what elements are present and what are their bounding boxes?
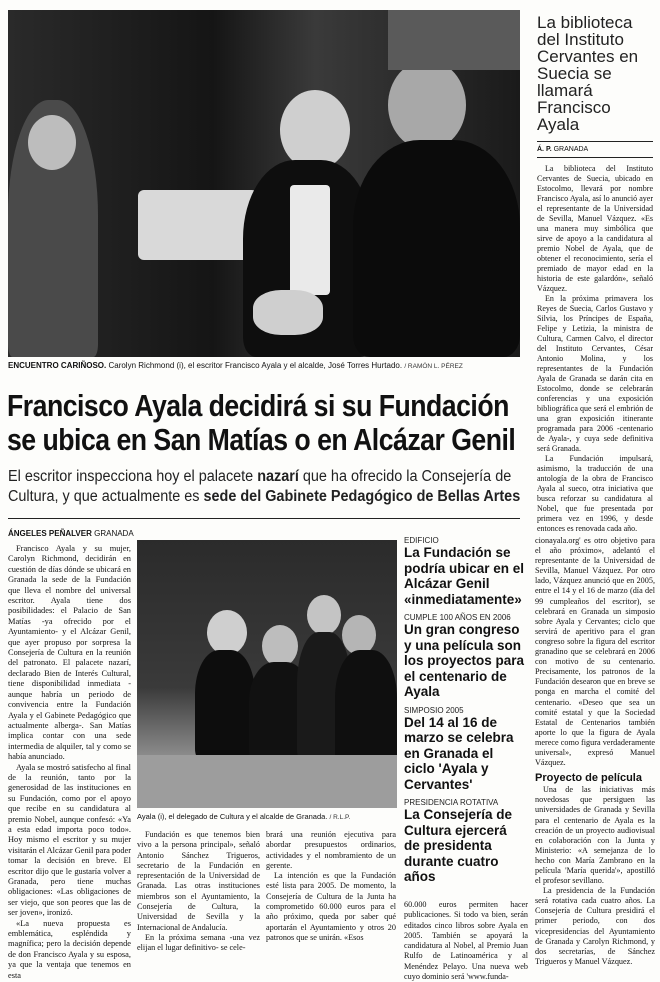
caption-label: ENCUENTRO CARIÑOSO. (8, 361, 107, 370)
article-col-2: Fundación es que tenemos bien vivo a la persona principal», señaló Antonio Sánchez Trigueros, secretario de la Fundación en representación de la Universidad de Granada. Las otras instituciones miembros son el Ayuntamiento, la Consejería de Cultura, la Universidad de Sevilla y la Internacional de Andalucía. En la próxima semana -una vez elijan el lugar definitivo- se cele- (137, 830, 260, 953)
article-col-3: brará una reunión ejecutiva para abordar presupuestos ordinarios, actividades y el nombramiento de un gerente. La intención es que la Fundación esté lista para 2005. De momento, la Consejería de Cultura de la Junta ha comprometido 60.000 euros para el año próximo, queda por saber qué aportarán el Ayuntamiento y otros 20 patronos que se unirán. «Esos (266, 830, 396, 942)
main-subhead: El escritor inspecciona hoy el palacete nazarí que ha ofrecido la Consejería de Cultura, y que actualmente es sede del Gabinete Pedagógico de Bellas Artes (8, 468, 521, 505)
infobox-item: EDIFICIO La Fundación se podría ubicar en el Alcázar Genil «inmediatamente» (404, 536, 525, 607)
article-col-5: cionayala.org' es otro objetivo para el año próximo», adelantó el representante de la Universidad de Sevilla, Manuel Vázquez. Por otro lado, Vázquez anunció que en 2005, entre el 14 y el 16 de marzo (día del 99 cumpleaños del escritor), se celebrará en Granada un simposio sobre Ayala y Cervantes; ciclo que servirá de aperitivo para el gran congreso sobre la figura del escritor granadino que se celebrará en 2006 con motivo de su centenario. Precisamente, los patronos de la Fundación desearon que en breve se ponga en marcha el comité del centenario. «Deseo que sea un comité estatal y que la Sociedad Estatal de Centenarios también aporte lo que la figura de Ayala merece como figura verdaderamente universal», expresó Manuel Vázquez. Proyecto de película Una de las iniciativas más novedosas que persiguen las universidades de Granada y Sevilla para el centenario de Ayala es la creación de un proyecto audiovisual en colaboración con la Junta y Ministerio: «A semejanza de lo hecho con María Zambrano en la película 'María querida'», apostilló el profesor sevillano. La presidencia de la Fundación será rotativa cada cuatro años. La Consejería de Cultura presidirá el primer periodo, con dos vicepresidencias del Ayuntamiento de Granada y Carolyn Richmond, y dos secretarías, de Sánchez Trigueros y Manuel Vázquez. (535, 536, 655, 966)
main-byline: ÁNGELES PEÑALVER GRANADA (8, 529, 134, 538)
infobox-item: PRESIDENCIA ROTATIVA La Consejería de Cultura ejercerá de presidenta durante cuatro años (404, 798, 513, 884)
photo-credit: / RAMÓN L. PÉREZ (404, 363, 463, 370)
infobox-item: SIMPOSIO 2005 Del 14 al 16 de marzo se celebra en Granada el ciclo 'Ayala y Cervantes' (404, 705, 514, 792)
top-photo-caption (8, 361, 520, 372)
article-col-1: Francisco Ayala y su mujer, Carolyn Richmond, decidirán en cuestión de días dónde se ubicará en Granada la sede de la Fundación que lleva el nombre del universal escritor. Ayala tiene dos posibilidades: el Palacio de San Matías -ya ofrecido por el Ayuntamiento- y el Alcázar Genil, que ayer propuso por sorpresa la Consejería de Cultura en la reunión del patronato. El palacete nazarí, declarado Bien de Interés Cultural, tiene disponibilidad inmediata -aunque habría un periodo de convivencia entre la Fundación Ayala y el Gabinete Pedagógico que actualmente alberga-. San Matías implica contar con una sede intermedia de alquiler, tal y como se había anunciado. Ayala se mostró satisfecho al final de la reunión, tanto por la generosidad de las instituciones en su Fundación, como por el apoyo que recibe en su candidatura al premio Nobel, aunque confesó: «Ya a esta edad importa poco todo». Hoy mismo el escritor y su mujer visitarán el Alcázar Genil para poder tomar la decisión en breve. El escritor dijo que le gustaría volver a Granada, pero tiene muchas obligaciones: «Las obligaciones de ser viejo, que son peores que las de ser joven», ironizó. «La nueva propuesta es emblemática, espléndida y magnífica; pero la decisión depende de don Francisco Ayala y su esposa, ya que la ventaja que tenemos en esta (8, 544, 132, 980)
sidebar-byline: Á. P. GRANADA (537, 146, 589, 153)
mid-photo (137, 540, 397, 808)
infobox (404, 536, 526, 885)
main-headline: Francisco Ayala decidirá si su Fundación se ubica en San Matías o en Alcázar Genil (7, 388, 516, 457)
sidebar-title: La biblioteca del Instituto Cervantes en Suecia se llamará Francisco Ayala (537, 13, 639, 134)
mid-photo-credit: / R.L.P. (329, 814, 351, 821)
sidebar-article (537, 14, 653, 534)
mid-caption-text: Ayala (i), el delegado de Cultura y el alcalde de Granada. (137, 812, 328, 821)
section-heading: Proyecto de película (535, 772, 642, 785)
infobox-item: CUMPLE 100 AÑOS EN 2006 Un gran congreso y una película son los proyectos para el centenario de Ayala (404, 613, 525, 699)
article-col-4: 60.000 euros permiten hacer publicaciones. Si todo va bien, serán editados cinco libros sobre Ayala en 2005. También se apoyará la candidatura al Nobel, al Premio Juan Rulfo de Latinoamérica y al Menéndez Pelayo. Una nueva web cuyo dominio será 'www.funda- (404, 900, 528, 982)
divider (8, 518, 520, 519)
caption-text: Carolyn Richmond (i), el escritor Francisco Ayala y el alcalde, José Torres Hurtado. (108, 361, 403, 370)
mid-photo-caption (137, 812, 399, 823)
sidebar-body: La biblioteca del Instituto Cervantes de Suecia, ubicado en Estocolmo, llevará por nombre Francisco Ayala, así lo anunció ayer el representante de la Universidad de Sevilla, Manuel Vázquez. «Es una manera muy simbólica que sirve de apoyo a la candidatura al premio Nobel de Ayala, que de obtener el reconocimiento, sería el premiado de mayor edad en la historia de este galardón», señaló Vázquez. En la próxima primavera los Reyes de Suecia, Carlos Gustavo y Silvia, los Príncipes de España, Felipe y Letizia, la ministra de Cultura, Carmen Calvo, el director del Instituto Cervantes, César Antonio Molina, y los representantes de la Fundación Ayala de Granada se darán cita en Estocolmo, donde se celebrarán conferencias y una exposición bibliográfica que será el embrión de una gran exposición itinerante programada para 2006 -centenario de Ayala-, y cuya sede definitiva será Granada. La Fundación impulsará, asimismo, la traducción de una antología de la obra de Francisco Ayala al sueco, otra iniciativa que busca reforzar su candidatura al Nobel, que fue presentada por primera vez en 1996, y desde entonces es renovada cada año. (537, 164, 653, 533)
top-photo (8, 10, 520, 357)
